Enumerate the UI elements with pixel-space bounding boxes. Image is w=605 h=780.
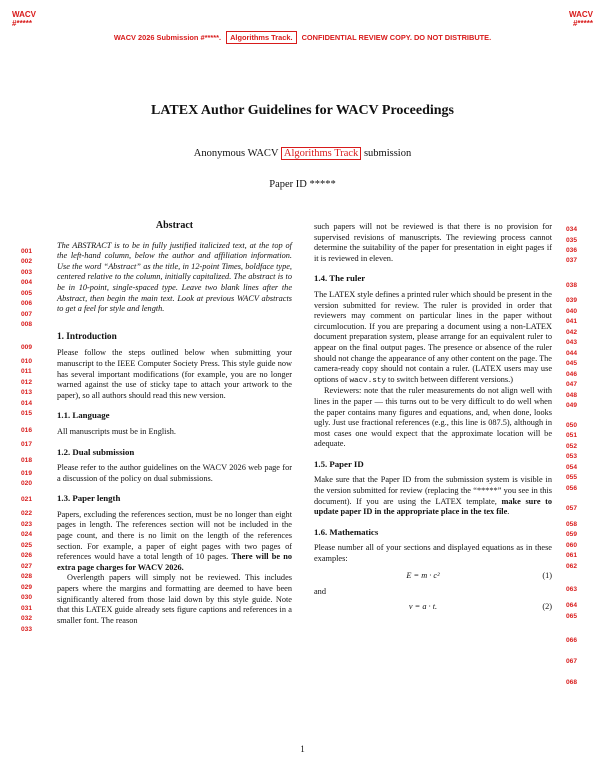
authors-text: Anonymous WACV bbox=[193, 148, 279, 159]
right-line-number-067: 067 bbox=[566, 658, 578, 665]
length-paragraph-1 bbox=[57, 510, 292, 574]
left-line-number-005: 005 bbox=[21, 290, 33, 297]
left-line-number-033: 033 bbox=[21, 626, 33, 633]
section-language-heading: 1.1. Language bbox=[57, 410, 110, 421]
right-line-number-039: 039 bbox=[566, 297, 578, 304]
corner-id-left bbox=[12, 10, 36, 28]
left-line-number-019: 019 bbox=[21, 470, 33, 477]
right-line-number-056: 056 bbox=[566, 485, 578, 492]
right-line-number-040: 040 bbox=[566, 308, 578, 315]
equation-1 bbox=[314, 571, 552, 582]
section-math-heading: 1.6. Mathematics bbox=[314, 526, 379, 537]
length-paragraph-2: Overlength papers will simply not be reviewed. This includes papers where the margins and formatting are deemed to have been significantly altered from those laid down by this style guide. Note that this LATEX guide already sets figure captions and references in a smaller font. The reason bbox=[57, 573, 292, 625]
right-line-number-038: 038 bbox=[566, 282, 578, 289]
right-line-number-064: 064 bbox=[566, 602, 578, 609]
right-line-number-059: 059 bbox=[566, 531, 578, 538]
right-line-number-054: 054 bbox=[566, 464, 578, 471]
right-line-number-045: 045 bbox=[566, 360, 578, 367]
left-line-number-012: 012 bbox=[21, 379, 33, 386]
ruler-text: The LATEX style defines a printed ruler which should be present in the version submitted for review. The ruler is provided in order that reviewers may comment on particular lines in the paper without circumlocution. If you are preparing a document using a non-LATEX document preparation system, please arrange for an equivalent ruler to appear on the final output pages. The presence or absence of the ruler should not change the appearance of any other content on the page. The camera-ready copy should not contain a ruler. (LATEX users may use options of bbox=[314, 289, 552, 384]
paperid-period: . bbox=[507, 507, 510, 517]
left-line-number-029: 029 bbox=[21, 584, 33, 591]
page-number: 1 bbox=[300, 744, 305, 754]
equation-1-number: (1) bbox=[542, 570, 552, 580]
left-line-number-007: 007 bbox=[21, 311, 33, 318]
section-ruler-heading: 1.4. The ruler bbox=[314, 273, 366, 284]
right-line-number-058: 058 bbox=[566, 521, 578, 528]
right-line-number-052: 052 bbox=[566, 443, 578, 450]
ruler-style-file: wacv.sty bbox=[349, 376, 386, 385]
right-line-number-062: 062 bbox=[566, 563, 578, 570]
ruler-paragraph-1 bbox=[314, 290, 552, 386]
header-submission: WACV 2026 Submission #*****. bbox=[113, 33, 222, 42]
right-line-number-042: 042 bbox=[566, 329, 578, 336]
introduction-paragraph: Please follow the steps outlined below when submitting your manuscript to the IEEE Computer Society Press. This style guide now has several important modifications (for example, you are no longer warned against the use of sticky tape to attach your artwork to the paper), so all authors should read this new version. bbox=[57, 348, 292, 400]
right-line-number-057: 057 bbox=[566, 505, 578, 512]
left-line-number-023: 023 bbox=[21, 521, 33, 528]
left-line-number-018: 018 bbox=[21, 457, 33, 464]
left-line-number-024: 024 bbox=[21, 531, 33, 538]
right-line-number-044: 044 bbox=[566, 350, 578, 357]
equation-2-number: (2) bbox=[542, 601, 552, 611]
left-line-number-028: 028 bbox=[21, 573, 33, 580]
corner-conf-right: WACV bbox=[569, 10, 593, 19]
equation-2-formula: v = a · t. bbox=[408, 601, 438, 611]
right-line-number-050: 050 bbox=[566, 422, 578, 429]
right-line-number-048: 048 bbox=[566, 392, 578, 399]
corner-id-right bbox=[569, 10, 593, 28]
right-line-number-051: 051 bbox=[566, 432, 578, 439]
right-line-number-049: 049 bbox=[566, 402, 578, 409]
right-line-number-041: 041 bbox=[566, 318, 578, 325]
left-line-number-026: 026 bbox=[21, 552, 33, 559]
right-line-number-068: 068 bbox=[566, 679, 578, 686]
header-track-box: Algorithms Track. bbox=[226, 31, 296, 44]
left-line-number-030: 030 bbox=[21, 594, 33, 601]
left-line-number-027: 027 bbox=[21, 563, 33, 570]
left-column bbox=[57, 221, 292, 626]
right-line-number-065: 065 bbox=[566, 613, 578, 620]
right-line-number-061: 061 bbox=[566, 552, 578, 559]
length-text: Papers, excluding the references section, must be no longer than eight pages in length. The references section will not be included in the page count, and there is no limit on the length of the references section. For example, a paper of eight pages with two pages of references would have a total length of 10 pages. bbox=[57, 509, 292, 562]
abstract-heading: Abstract bbox=[155, 220, 194, 231]
left-line-number-006: 006 bbox=[21, 300, 33, 307]
left-line-number-021: 021 bbox=[21, 496, 33, 503]
length-bold-text: There will be no extra page charges for WACV 2026. bbox=[57, 552, 293, 572]
right-column bbox=[314, 222, 552, 612]
right-line-number-066: 066 bbox=[566, 637, 578, 644]
authors-track-box: Algorithms Track bbox=[281, 147, 361, 160]
paper-title: LATEX Author Guidelines for WACV Proceedings bbox=[151, 103, 454, 118]
dual-paragraph: Please refer to the author guidelines on the WACV 2026 web page for a discussion of the policy on dual submissions. bbox=[57, 463, 292, 483]
section-dual-heading: 1.2. Dual submission bbox=[57, 446, 135, 457]
paperid-bold-text: make sure to update paper ID in the appropriate place in the tex file bbox=[314, 496, 553, 517]
left-line-number-032: 032 bbox=[21, 615, 33, 622]
right-line-number-046: 046 bbox=[566, 371, 578, 378]
ruler-text-end: to switch between different versions.) bbox=[388, 374, 514, 384]
right-line-number-037: 037 bbox=[566, 257, 578, 264]
left-line-number-014: 014 bbox=[21, 400, 33, 407]
corner-paperid-right: #***** bbox=[572, 19, 593, 28]
left-line-number-013: 013 bbox=[21, 389, 33, 396]
left-line-number-009: 009 bbox=[21, 344, 33, 351]
left-line-number-010: 010 bbox=[21, 358, 33, 365]
abstract-text: The ABSTRACT is to be in fully justified italicized text, at the top of the left-hand column, below the author and affiliation information. Use the word “Abstract” as the title, in 12-point Times, boldface type, centered relative to the column, initially capitalized. The abstract is to be in 10-point, single-spaced type. Leave two blank lines after the Abstract, then begin the main text. Look at previous WACV abstracts to get a feel for style and length. bbox=[57, 240, 292, 314]
header-confidential: CONFIDENTIAL REVIEW COPY. DO NOT DISTRIBUTE. bbox=[301, 33, 492, 42]
corner-conf-left: WACV bbox=[12, 10, 36, 19]
corner-paperid-left: #***** bbox=[12, 19, 33, 28]
left-line-number-016: 016 bbox=[21, 427, 33, 434]
authors-line bbox=[0, 148, 605, 159]
math-paragraph: Please number all of your sections and displayed equations as in these examples: bbox=[314, 543, 552, 564]
left-line-number-002: 002 bbox=[21, 258, 33, 265]
equation-2 bbox=[314, 602, 552, 613]
left-line-number-004: 004 bbox=[21, 279, 33, 286]
right-line-number-053: 053 bbox=[566, 453, 578, 460]
section-length-heading: 1.3. Paper length bbox=[57, 493, 121, 504]
left-line-number-025: 025 bbox=[21, 542, 33, 549]
right-line-number-060: 060 bbox=[566, 542, 578, 549]
right-line-number-036: 036 bbox=[566, 247, 578, 254]
ruler-paragraph-2: Reviewers: note that the ruler measurements do not align well with lines in the paper — this turns out to be very difficult to do well when the paper contains many figures and equations, and, when done, looks ugly. Just use fractional references (e.g., this line is 087.5), although in most cases one would expect that the approximate location will be adequate. bbox=[314, 386, 552, 449]
language-paragraph: All manuscripts must be in English. bbox=[57, 426, 176, 436]
section-introduction-heading: 1. Introduction bbox=[57, 331, 117, 342]
left-line-number-008: 008 bbox=[21, 321, 33, 328]
authors-suffix: submission bbox=[363, 148, 412, 159]
length-continued: such papers will not be reviewed is that there is no provision for supervised revisions of manuscripts. The reviewing process cannot determine the suitability of the paper for presentation in eight pages if it is reviewed in eleven. bbox=[314, 222, 552, 263]
left-line-number-031: 031 bbox=[21, 605, 33, 612]
equation-1-formula: E = m · c² bbox=[406, 570, 440, 580]
left-line-number-015: 015 bbox=[21, 410, 33, 417]
paper-id: Paper ID ***** bbox=[269, 179, 336, 190]
left-line-number-001: 001 bbox=[21, 248, 33, 255]
paperid-text: Make sure that the Paper ID from the submission system is visible in the version submitted for review (replacing the “*****” you see in this document). If you are using the LATEX template, bbox=[314, 475, 552, 506]
right-line-number-043: 043 bbox=[566, 339, 578, 346]
left-line-number-011: 011 bbox=[21, 368, 32, 375]
right-line-number-035: 035 bbox=[566, 237, 578, 244]
equation-connector: and bbox=[314, 587, 326, 597]
left-line-number-017: 017 bbox=[21, 441, 33, 448]
left-line-number-022: 022 bbox=[21, 510, 33, 517]
paperid-paragraph bbox=[314, 475, 552, 517]
left-line-number-003: 003 bbox=[21, 269, 33, 276]
right-line-number-034: 034 bbox=[566, 226, 578, 233]
right-line-number-055: 055 bbox=[566, 474, 578, 481]
right-line-number-063: 063 bbox=[566, 586, 578, 593]
section-paperid-heading: 1.5. Paper ID bbox=[314, 458, 364, 469]
right-line-number-047: 047 bbox=[566, 381, 578, 388]
left-line-number-020: 020 bbox=[21, 480, 33, 487]
review-header bbox=[0, 33, 605, 42]
